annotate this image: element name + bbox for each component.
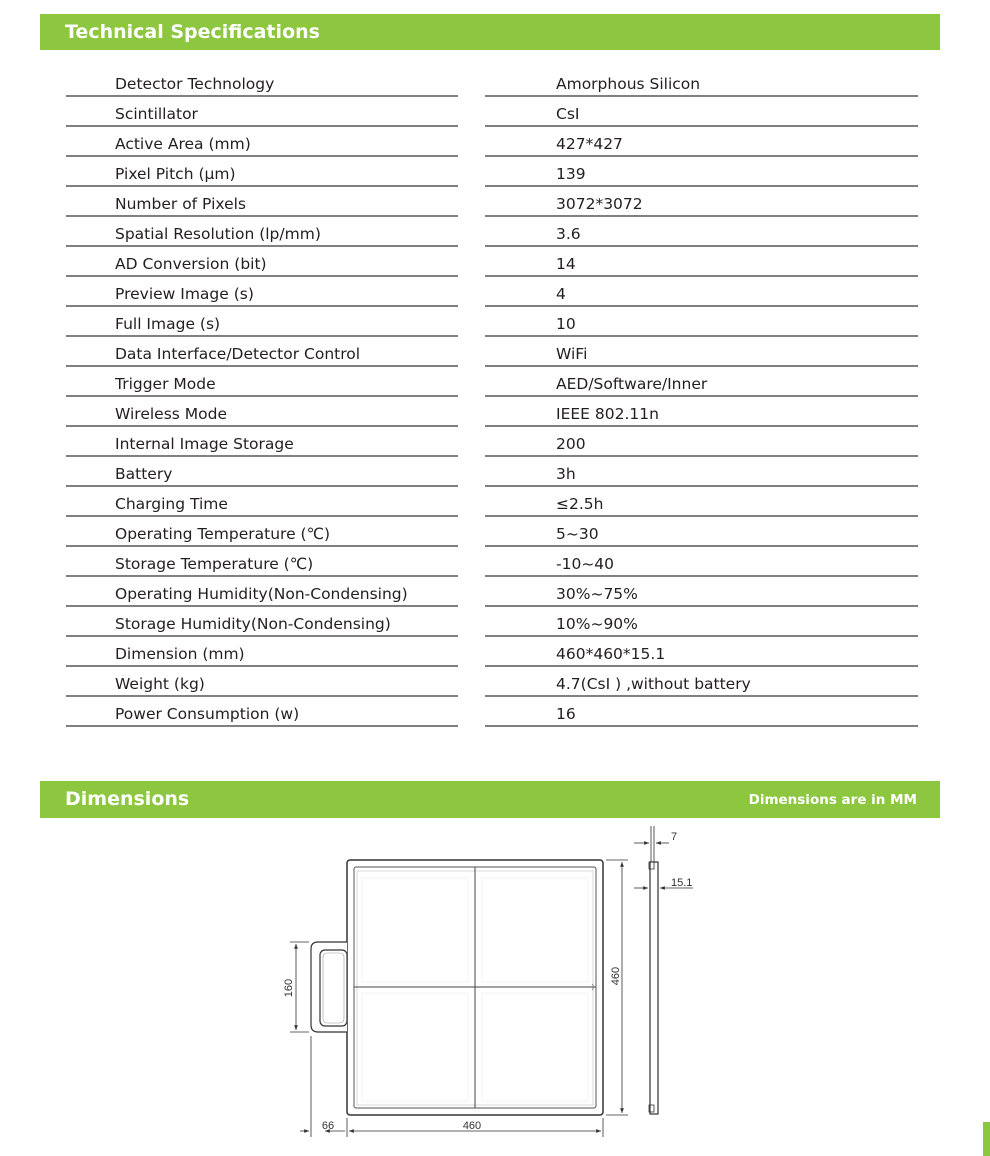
edge-thickness-dimension-label: 7: [671, 831, 678, 843]
spec-label: Scintillator: [66, 100, 458, 127]
technical-specifications-title: Technical Specifications: [65, 21, 320, 43]
spec-value: IEEE 802.11n: [485, 400, 918, 427]
spec-value: -10~40: [485, 550, 918, 577]
spec-value: 3.6: [485, 220, 918, 247]
spec-label: Pixel Pitch (μm): [66, 160, 458, 187]
spec-label: Spatial Resolution (lp/mm): [66, 220, 458, 247]
spec-value: AED/Software/Inner: [485, 370, 918, 397]
spec-label: Wireless Mode: [66, 400, 458, 427]
spec-value: CsI: [485, 100, 918, 127]
spec-label: Internal Image Storage: [66, 430, 458, 457]
spec-label: Power Consumption (w): [66, 700, 458, 727]
spec-value: 14: [485, 250, 918, 277]
spec-label: Data Interface/Detector Control: [66, 340, 458, 367]
detector-front-view: [347, 860, 603, 1115]
dimensions-title: Dimensions: [65, 788, 190, 810]
spec-label: Detector Technology: [66, 70, 458, 97]
spec-value: WiFi: [485, 340, 918, 367]
spec-label: Storage Temperature (℃): [66, 550, 458, 577]
spec-label: Active Area (mm): [66, 130, 458, 157]
spec-value: ≤2.5h: [485, 490, 918, 517]
spec-label: Battery: [66, 460, 458, 487]
spec-value: 30%~75%: [485, 580, 918, 607]
width-dimension-label: 460: [462, 1120, 482, 1132]
spec-label: Preview Image (s): [66, 280, 458, 307]
spec-label: Operating Temperature (℃): [66, 520, 458, 547]
spec-value: 4: [485, 280, 918, 307]
spec-label: Storage Humidity(Non-Condensing): [66, 610, 458, 637]
handle-depth-dimension-label: 66: [321, 1120, 335, 1132]
spec-label: Trigger Mode: [66, 370, 458, 397]
spec-value: 427*427: [485, 130, 918, 157]
spec-label: AD Conversion (bit): [66, 250, 458, 277]
handle-height-dimension-label: 160: [283, 978, 295, 998]
spec-value: 200: [485, 430, 918, 457]
spec-value: 5~30: [485, 520, 918, 547]
spec-value: 10%~90%: [485, 610, 918, 637]
spec-value: 460*460*15.1: [485, 640, 918, 667]
spec-value: 10: [485, 310, 918, 337]
spec-label: Operating Humidity(Non-Condensing): [66, 580, 458, 607]
spec-label: Full Image (s): [66, 310, 458, 337]
spec-label: Number of Pixels: [66, 190, 458, 217]
detector-side-view: [649, 826, 658, 1114]
spec-value: 3072*3072: [485, 190, 918, 217]
spec-label: Charging Time: [66, 490, 458, 517]
spec-label: Weight (kg): [66, 670, 458, 697]
spec-label: Dimension (mm): [66, 640, 458, 667]
spec-value: 3h: [485, 460, 918, 487]
corner-accent-bar: [983, 1122, 990, 1156]
dimensions-units-note: Dimensions are in MM: [748, 792, 917, 808]
total-thickness-dimension-label: 15.1: [671, 877, 693, 889]
spec-value: Amorphous Silicon: [485, 70, 918, 97]
detector-handle: [311, 942, 347, 1032]
height-dimension-label: 460: [610, 966, 622, 986]
spec-value: 16: [485, 700, 918, 727]
spec-value: 4.7(CsI ) ,without battery: [485, 670, 918, 697]
spec-value: 139: [485, 160, 918, 187]
